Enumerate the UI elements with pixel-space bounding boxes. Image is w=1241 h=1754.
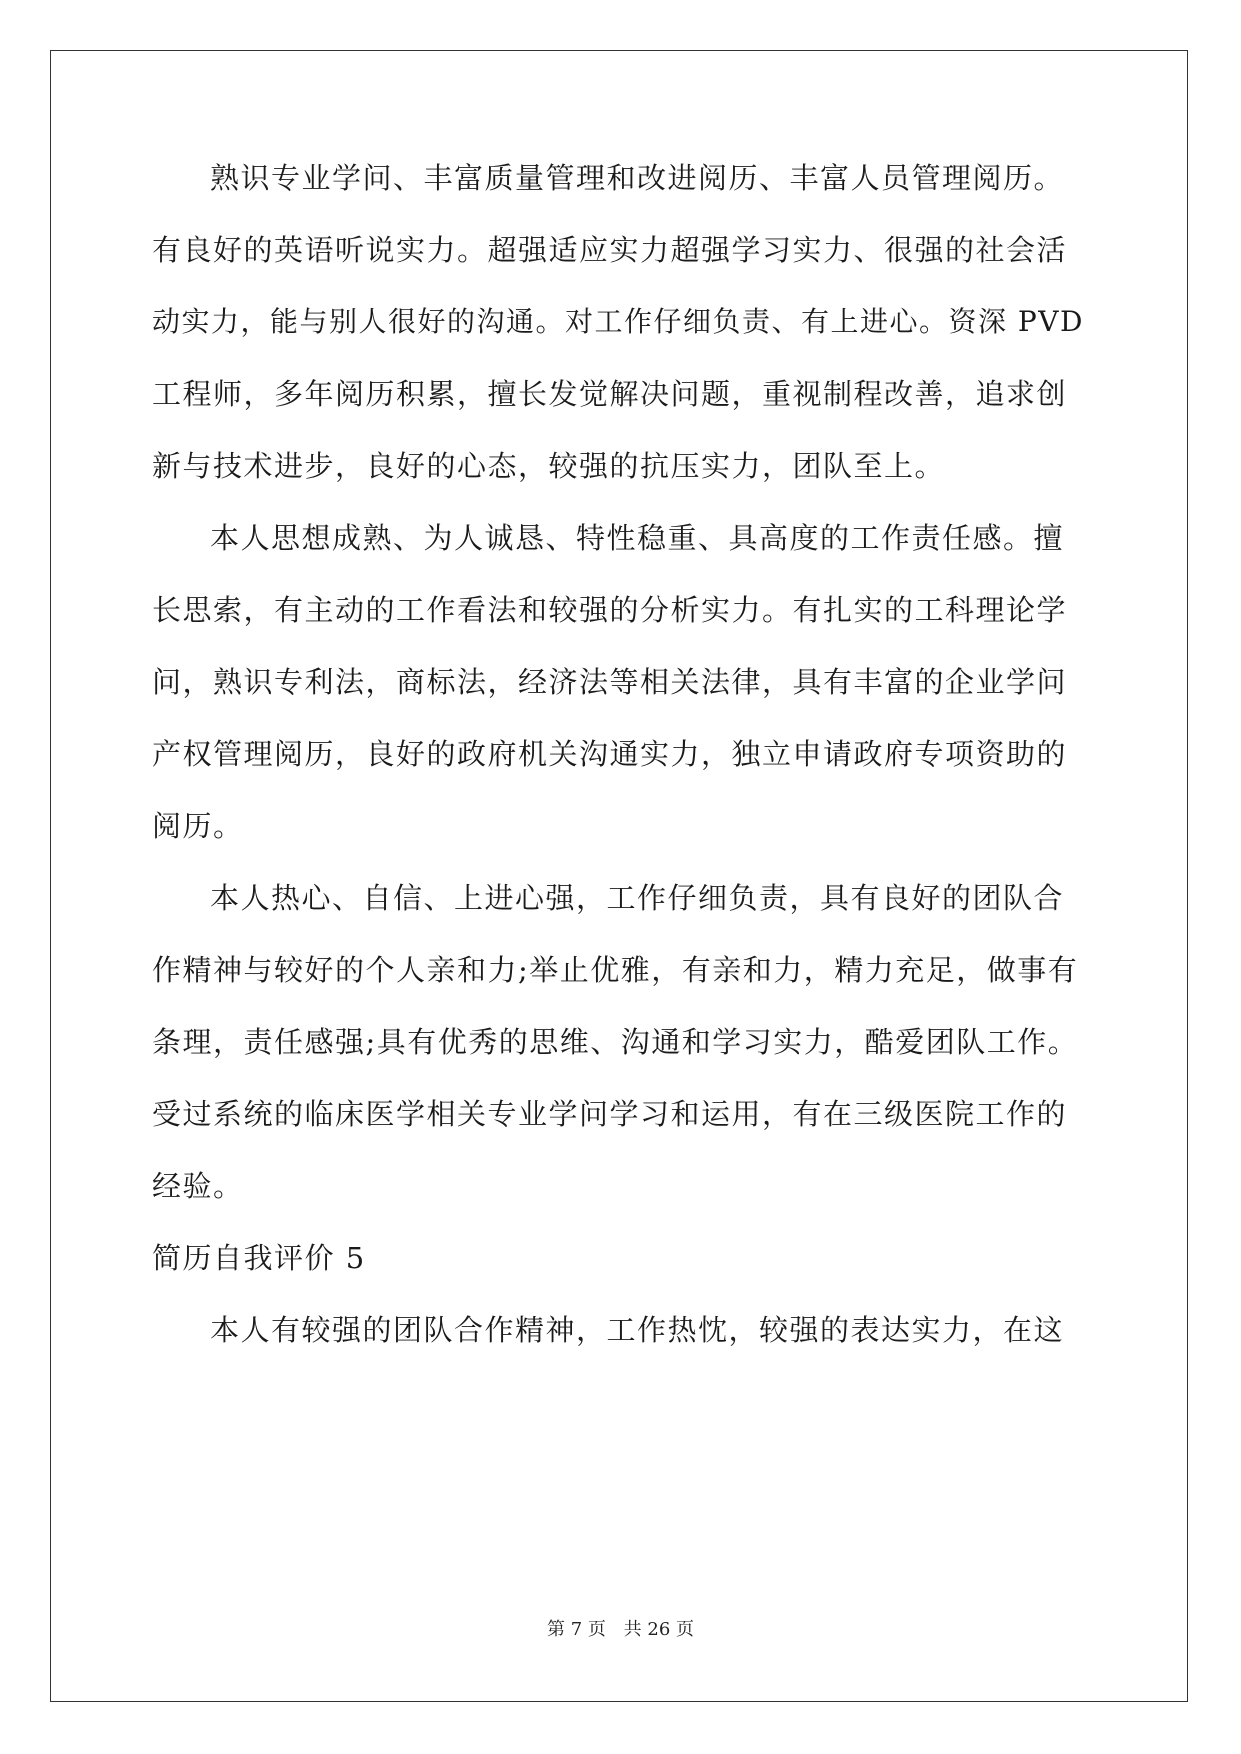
text-line: 问，熟识专利法，商标法，经济法等相关法律，具有丰富的企业学问 [152, 665, 1068, 699]
section-heading: 简历自我评价 5 [152, 1241, 366, 1275]
text-line: 新与技术进步，良好的心态，较强的抗压实力，团队至上。 [152, 449, 946, 483]
text-line: 有良好的英语听说实力。超强适应实力超强学习实力、很强的社会活 [152, 233, 1068, 267]
text-line: 经验。 [152, 1169, 244, 1203]
page-border [50, 50, 1188, 1702]
text-line: 作精神与较好的个人亲和力;举止优雅，有亲和力，精力充足，做事有 [152, 953, 1079, 987]
text-line: 本人思想成熟、为人诚恳、特性稳重、具高度的工作责任感。擅 [210, 521, 1065, 555]
text-line: 产权管理阅历，良好的政府机关沟通实力，独立申请政府专项资助的 [152, 737, 1068, 771]
page-total: 共 26 页 [623, 1619, 694, 1640]
text-line: 本人热心、自信、上进心强，工作仔细负责，具有良好的团队合 [210, 881, 1065, 915]
text-line: 动实力，能与别人很好的沟通。对工作仔细负责、有上进心。资深 PVD [152, 305, 1084, 338]
page-footer [0, 1618, 1241, 1642]
text-line: 熟识专业学问、丰富质量管理和改进阅历、丰富人员管理阅历。 [210, 161, 1065, 195]
text-line: 阅历。 [152, 809, 244, 843]
text-line: 本人有较强的团队合作精神，工作热忱，较强的表达实力，在这 [210, 1313, 1065, 1347]
text-line: 受过系统的临床医学相关专业学问学习和运用，有在三级医院工作的 [152, 1097, 1068, 1131]
page-number: 第 7 页 [547, 1619, 606, 1640]
text-line: 长思索，有主动的工作看法和较强的分析实力。有扎实的工科理论学 [152, 593, 1068, 627]
text-line: 条理，责任感强;具有优秀的思维、沟通和学习实力，酷爱团队工作。 [152, 1025, 1079, 1059]
text-line: 工程师，多年阅历积累，擅长发觉解决问题，重视制程改善，追求创 [152, 377, 1068, 411]
